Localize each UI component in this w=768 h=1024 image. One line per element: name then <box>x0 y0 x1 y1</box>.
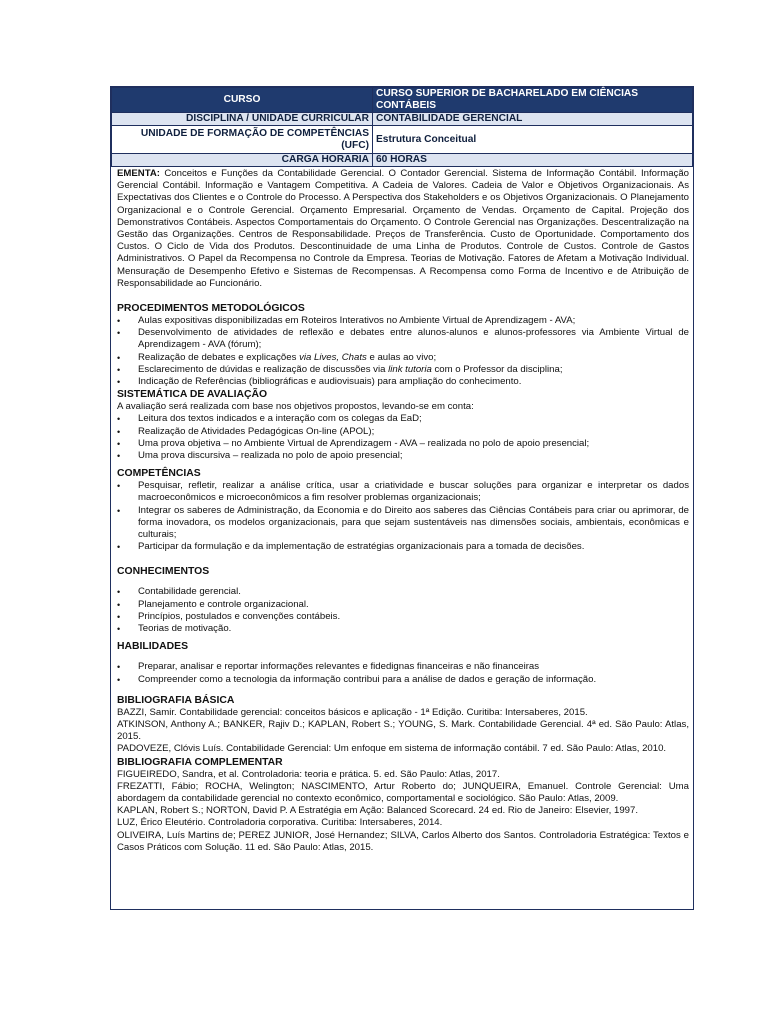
list-item: • Uma prova discursiva – realizada no polo de apoio presencial; <box>117 450 689 462</box>
bibliography-entry: FREZATTI, Fábio; ROCHA, Welington; NASCIMENTO, Artur Roberto do; JUNQUEIRA, Emanuel. Controle Gerencial: Uma abordagem da contabilidade gerencial no contexto econômico, comportamental e sociológico. São Paulo: Atlas, 2009. <box>117 780 689 804</box>
list-item: • Desenvolvimento de atividades de reflexão e debates entre alunos-alunos e alunos-professores via Ambiente Virtual de Aprendizagem - AVA (fórum); <box>117 327 689 351</box>
list-item: • Realização de Atividades Pedagógicas On-line (APOL); <box>117 426 689 438</box>
list-item: • Princípios, postulados e convenções contábeis. <box>117 611 689 623</box>
bibliography-entry: LUZ, Érico Eleutério. Controladoria corporativa. Curitiba: Intersaberes, 2014. <box>117 817 443 829</box>
ementa-text: Conceitos e Funções da Contabilidade Gerencial. O Contador Gerencial. Sistema de Informação Contábil. Informação Gerencial Contábil. Informação e Vantagem Competitiva. A Cadeia de Valores. Cadeia de Valor e Objetivos Organizacionais. As Expectativas dos Clientes e o Controle do Processo. A Perspectiva dos Stakeholders e os Objetivos Organizacionais. O Planejamento Organizacional e o Controle Gerencial. Orçamento Empresarial. Orçamento de Vendas. Orçamento de Capital. Projeção dos Demonstrativos Contábeis. Aspectos Comportamentais do Orçamento. O Controle Gerencial nas Organizações. Descentralização na Gestão das Organizações. Centros de Responsabilidade. Preços de Transferência. Custo de Oportunidade. Comportamento dos Custos. O Ciclo de Vida dos Produtos. Descontinuidade de uma Linha de Produtos. Controle de Custos. Controle de Gastos Administrativos. O Papel da Recompensa no Controle da Empresa. Teorias de Motivação. Fatores de Afetam a Motivação Individual. Mensuração de Desempenho Efetivo e Sistemas de Recompensas. A Recompensa como Forma de Incentivo e de Atribuição de Responsabilidade ao Funcionário. <box>117 168 689 289</box>
habilidades-list <box>117 661 689 685</box>
header-row-carga <box>112 154 693 167</box>
bibliografia-basica-title: BIBLIOGRAFIA BÁSICA <box>117 694 235 706</box>
disciplina-value: CONTABILIDADE GERENCIAL <box>373 113 693 126</box>
avaliacao-list <box>117 413 689 462</box>
ufc-label-line2: (UFC) <box>341 139 369 151</box>
bibliography-entry: KAPLAN, Robert S.; NORTON, David P. A Estratégia em Ação: Balanced Scorecard. 24 ed. Rio de Janeiro: Elsevier, 1997. <box>117 805 639 817</box>
carga-label: CARGA HORARIA <box>112 154 373 167</box>
conhecimentos-list <box>117 586 689 635</box>
item-text: com o Professor da disciplina; <box>431 363 563 375</box>
list-item: • Planejamento e controle organizacional. <box>117 599 689 611</box>
list-item: • Preparar, analisar e reportar informações relevantes e fidedignas financeiras e não financeiras <box>117 661 689 673</box>
bibliography-entry: FIGUEIREDO, Sandra, et al. Controladoria: teoria e prática. 5. ed. São Paulo: Atlas, 2017. <box>117 768 500 780</box>
ufc-value: Estrutura Conceitual <box>373 126 693 154</box>
list-item: • Indicação de Referências (bibliográficas e audiovisuais) para ampliação do conhecimento. <box>117 376 689 388</box>
procedimentos-title: PROCEDIMENTOS METODOLÓGICOS <box>117 303 305 315</box>
item-text-italic: via Lives, Chats <box>299 351 367 363</box>
bibliography-entry: BAZZI, Samir. Contabilidade gerencial: conceitos básicos e aplicação - 1ª Edição. Curitiba: Intersaberes, 2015. <box>117 706 588 718</box>
header-row-ufc <box>112 126 693 154</box>
bibliografia-complementar-title: BIBLIOGRAFIA COMPLEMENTAR <box>117 756 283 768</box>
habilidades-title: HABILIDADES <box>117 641 189 653</box>
ufc-label <box>112 126 373 154</box>
item-text: e aulas ao vivo; <box>366 351 437 363</box>
list-item: • Aulas expositivas disponibilizadas em Roteiros Interativos no Ambiente Virtual de Aprendizagem - AVA; <box>117 315 689 327</box>
ufc-label-line1: UNIDADE DE FORMAÇÃO DE COMPETÊNCIAS <box>140 127 369 139</box>
list-item: • Participar da formulação e da implementação de estratégias organizacionais para a tomada de decisões. <box>117 541 689 553</box>
competencias-list <box>117 480 689 553</box>
conhecimentos-title: CONHECIMENTOS <box>117 566 210 578</box>
header-row-disciplina <box>112 113 693 126</box>
list-item <box>117 364 689 376</box>
ementa-label: EMENTA: <box>117 168 160 179</box>
avaliacao-intro: A avaliação será realizada com base nos objetivos propostos, levando-se em conta: <box>117 401 474 413</box>
list-item: • Pesquisar, refletir, realizar a análise crítica, usar a criatividade e buscar soluções para organizar e interpretar os dados macroeconômicos e microeconômicos a fim resolver problemas organizacionais; <box>117 480 689 504</box>
header-row-curso <box>112 88 693 113</box>
item-text: Esclarecimento de dúvidas e realização de discussões via <box>138 363 389 375</box>
ementa-paragraph <box>117 168 689 290</box>
item-text: Realização de debates e explicações <box>138 351 300 363</box>
list-item: • Integrar os saberes de Administração, da Economia e do Direito aos saberes das Ciências Contábeis para criar ou aprimorar, de forma inovadora, os modelos organizacionais, para que sejam sustentáveis nas dimensões sociais, ambientais, econômicas e culturais; <box>117 505 689 542</box>
syllabus-document <box>110 86 694 910</box>
curso-label: CURSO <box>112 88 373 113</box>
list-item: • Compreender como a tecnologia da informação contribui para a análise de dados e geração de informação. <box>117 674 689 686</box>
list-item <box>117 352 689 364</box>
item-text-italic: link tutoria <box>388 363 432 375</box>
curso-value: CURSO SUPERIOR DE BACHARELADO EM CIÊNCIAS CONTÁBEIS <box>373 88 693 113</box>
bibliography-entry: OLIVEIRA, Luís Martins de; PEREZ JUNIOR, José Hernandez; SILVA, Carlos Alberto dos Santos. Controladoria Estratégica: Textos e Casos Práticos com Solução. 11 ed. São Paulo: Atlas, 2015. <box>117 829 689 853</box>
avaliacao-title: SISTEMÁTICA DE AVALIAÇÃO <box>117 389 268 401</box>
bibliography-entry: PADOVEZE, Clóvis Luís. Contabilidade Gerencial: Um enfoque em sistema de informação contábil. 7 ed. São Paulo: Atlas, 2010. <box>117 743 667 755</box>
syllabus-body <box>111 167 693 854</box>
competencias-title: COMPETÊNCIAS <box>117 468 201 480</box>
bibliography-entry: ATKINSON, Anthony A.; BANKER, Rajiv D.; KAPLAN, Robert S.; YOUNG, S. Mark. Contabilidade Gerencial. 4ª ed. São Paulo: Atlas, 2015. <box>117 718 689 743</box>
list-item: • Uma prova objetiva – no Ambiente Virtual de Aprendizagem - AVA – realizada no polo de apoio presencial; <box>117 438 689 450</box>
list-item: • Leitura dos textos indicados e a interação com os colegas da EaD; <box>117 413 689 425</box>
list-item: • Contabilidade gerencial. <box>117 586 689 598</box>
disciplina-label: DISCIPLINA / UNIDADE CURRICULAR <box>112 113 373 126</box>
carga-value: 60 HORAS <box>373 154 693 167</box>
list-item: • Teorias de motivação. <box>117 623 689 635</box>
procedimentos-list <box>117 315 689 388</box>
course-header-table <box>111 87 693 167</box>
